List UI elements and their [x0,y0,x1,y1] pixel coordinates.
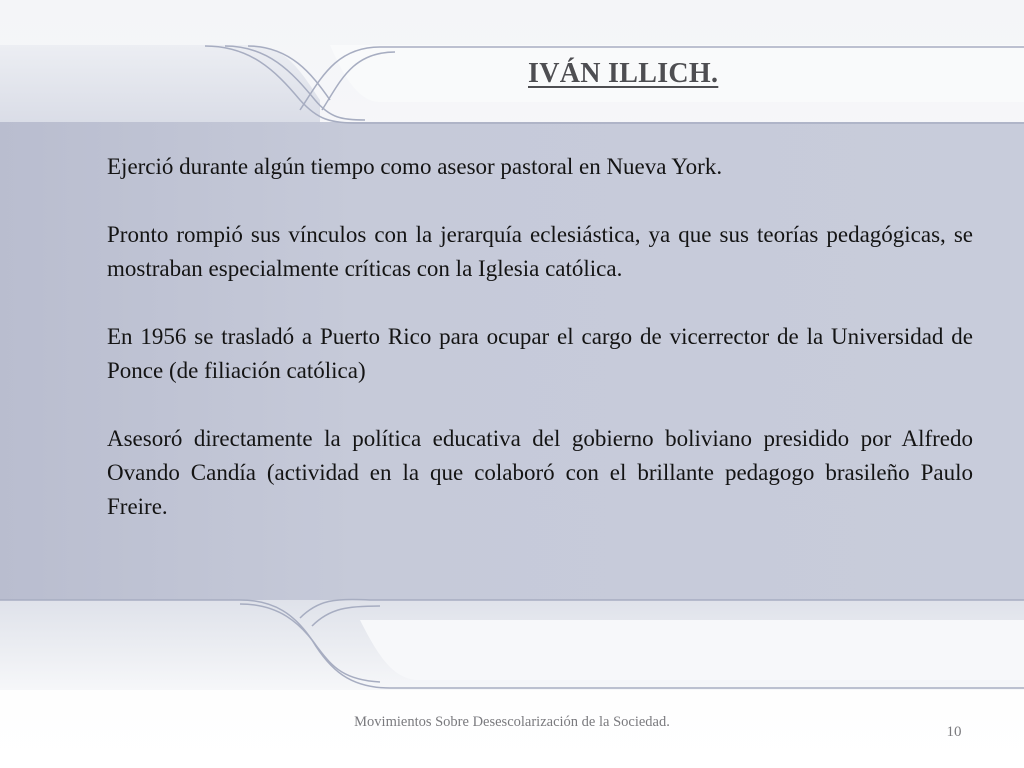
footer-text: Movimientos Sobre Desescolarización de la Sociedad. [354,714,670,730]
slide-body [107,150,973,558]
body-paragraph: Pronto rompió sus vínculos con la jerarquía eclesiástica, ya que sus teorías pedagógicas, se mostraban especialmente críticas con la Iglesia católica. [107,222,973,281]
body-paragraph: Ejerció durante algún tiempo como asesor pastoral en Nueva York. [107,154,723,179]
header-band-left [0,45,320,122]
body-paragraph: En 1956 se trasladó a Puerto Rico para ocupar el cargo de vicerrector de la Universidad de Ponce (de filiación católica) [107,324,973,383]
body-paragraph: Asesoró directamente la política educativa del gobierno boliviano presidido por Alfredo Ovando Candía (actividad en la que colaboró con el brillante pedagogo brasileño Paulo Freire. [107,426,973,519]
page-number: 10 [946,724,962,740]
lower-band-white [360,620,1024,680]
slide-title: IVÁN ILLICH. [528,58,719,89]
